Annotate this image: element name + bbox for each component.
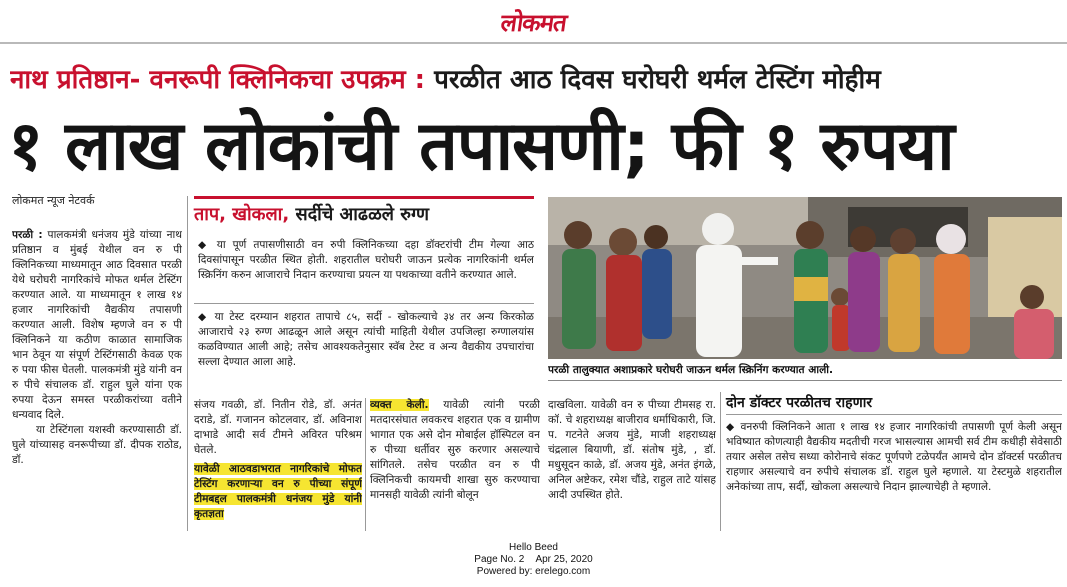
article-column-2 [194, 398, 362, 528]
column-divider [187, 196, 188, 531]
column2-highlight-para [194, 462, 362, 522]
column-divider [720, 392, 721, 531]
column1-para1 [12, 228, 182, 423]
article-column-4 [548, 398, 716, 528]
page-footer [0, 542, 1067, 587]
column-divider [365, 398, 366, 531]
column1-para1-text: पालकमंत्री धनंजय मुंडे यांच्या नाथ प्रतिष्ठान व मुंबई येथील वन रु पी क्लिनिकच्या माध्यमातून आठ दिवसात परळी येथे घरोघरी नागरिकांचे मोफत थर्मल टेस्टिंग करण्यात आले. या माध्यमातून १ लाख १४ हजार नागरिकांची वैद्यकीय तपासणी करण्यात आली. विशेष म्हणजे वन रु पी क्लिनिकने या कठीण काळात सामाजिक भान ठेवून या संपूर्ण टेस्टिंगसाठी केवळ एक रु पया फीस घेतली. पालकमंत्री मुंडे यांनी वन रु पीचे संचालक डॉ. राहुल घुले यांना एक रुपया देऊन समस्त परळीकरांच्या वतीने धन्यवाद दिले. [12, 229, 182, 421]
article-column-5 [726, 420, 1062, 520]
column3-text: यावेळी त्यांनी परळी मतदारसंघात लवकरच शहरात एक व ग्रामीण भागात एक असे दोन मोबाईल हॉस्पिटल वन रु पीच्या धर्तीवर सुरु करणार असल्याचे सांगितले. तसेच परळीत वन रु पी क्लिनिकची कायमची शाखा सुरु करण्याचा मानसही यावेळी त्यांनी बोलून [370, 399, 540, 501]
subhead-symptoms-red: ताप, खोकला, [194, 204, 290, 225]
column4-text: दाखविला. यावेळी वन रु पीच्या टीमसह रा. कॉ. चे शहराध्यक्ष बाजीराव धर्माधिकारी, जि. प. गटनेते अजय मुंडे, माजी शहराध्यक्ष चंद्रलाल बियाणी, डॉ. संतोष मुंडे, , डॉ. मधुसूदन काळे, डॉ. अजय मुंडे, अनंत इंगळे, अनिल अष्टेकर, रमेश चौंडे, राहुल ताटे यांसह आदी उपस्थित होते. [548, 399, 716, 501]
footer-date: Apr 25, 2020 [535, 554, 593, 565]
footer-page: Page No. 2 [474, 554, 525, 565]
bullet-paragraph: ◆ या टेस्ट दरम्यान शहरात तापाचे ८५, सर्दी - खोकल्याचे ३४ तर अन्य किरकोळ आजाराचे २३ रुग्ण आढळून आले असून त्यांची माहिती येथील उपजिल्हा रुग्णालयांस कळविण्यात आली आहे; तसेच आवश्यकतेनुसार स्वॅब टेस्ट व अन्य वैद्यकीय उपचारांचा सल्ला देण्यात आला आहे. [198, 311, 534, 368]
photo-caption: परळी तालुक्यात अशाप्रकारे घरोघरी जाऊन थर्मल स्क्रिनिंग करण्यात आली. [548, 363, 1062, 381]
kicker-black-text: परळीत आठ दिवस घरोघरी थर्मल टेस्टिंग मोहीम [434, 65, 881, 95]
column1-para2: या टेस्टिंगला यशस्वी करण्यासाठी डॉ. घुले यांच्यासह वनरूपीच्या डॉ. दीपक राठोड, डॉ. [12, 424, 182, 466]
kicker-red-text: नाथ प्रतिष्ठान- वनरूपी क्लिनिकचा उपक्रम : [10, 65, 426, 95]
footer-page-date [0, 554, 1067, 566]
article-column-1 [12, 228, 182, 528]
highlighted-text: यावेळी आठवडाभरात नागरिकांचे मोफत टेस्टिंग करणाऱ्या वन रु पीच्या संपूर्ण टीमबद्दल पालकमंत्री धनंजय मुंडे यांनी कृतज्ञता [194, 463, 362, 520]
highlighted-text: व्यक्त केली. [370, 399, 429, 411]
subhead-symptoms-black: सर्दीचे आढळले रुग्ण [295, 204, 430, 225]
footer-powered[interactable]: Powered by: erelego.com [476, 566, 591, 577]
main-headline: १ लाख लोकांची तपासणी; फी १ रुपया [8, 107, 954, 186]
subhead-symptoms [194, 196, 534, 230]
footer-edition: Hello Beed [509, 542, 558, 553]
article-column-3 [370, 398, 540, 528]
newspaper-logo[interactable]: लोकमत [498, 9, 568, 37]
column3-para [370, 398, 540, 503]
photo-illustration [548, 197, 1062, 359]
bullet-divider [194, 303, 534, 304]
column2-text: संजय गवळी, डॉ. नितीन रोडे, डॉ. अनंत दराडे, डॉ. गजानन कोटलवार, डॉ. अविनाश दाभाडे आदी सर्व टीमने अविरत परिश्रम घेतले. [194, 399, 362, 456]
subhead-two-doctors: दोन डॉक्टर परळीतच राहणार [726, 393, 1062, 415]
dateline: परळी : [12, 229, 43, 241]
byline: लोकमत न्यूज नेटवर्क [12, 194, 95, 207]
news-photo[interactable] [548, 197, 1062, 359]
column5-text: ◆ वनरुपी क्लिनिकने आता १ लाख १४ हजार नागरिकांची तपासणी पूर्ण केली असून भविष्यात कोणत्याही वैद्यकीय मदतीची गरज भासल्यास आमची सर्व टीम कधीही सेवेसाठी तयार असेल तसेच सध्या कोरोनाचे संकट पूर्णपणे टळेपर्यंत आमचे दोन डॉक्टर्स परळीतच राहणार असल्याचे वन रुपीचे संचालक डॉ. राहुल घुले म्हणाले. या टेस्टमुळे शहरातील अनेकांच्या ताप, सर्दी, खोकला असल्याचे निदान झाल्याचेही ते म्हणाले. [726, 421, 1062, 493]
kicker-line [10, 60, 1060, 100]
masthead [0, 0, 1067, 44]
bullet-paragraph: ◆ या पूर्ण तपासणीसाठी वन रुपी क्लिनिकच्या दहा डॉक्टरांची टीम गेल्या आठ दिवसांपासून परळीत स्थित होती. शहरातील घरोघरी जाऊन प्रत्येक नागरिकांनी थर्मल स्क्रिनिंग करुन आजाराचे निदान करण्याचा प्रयत्न या पथकाच्या वतीने करण्यात आले. [198, 239, 534, 281]
